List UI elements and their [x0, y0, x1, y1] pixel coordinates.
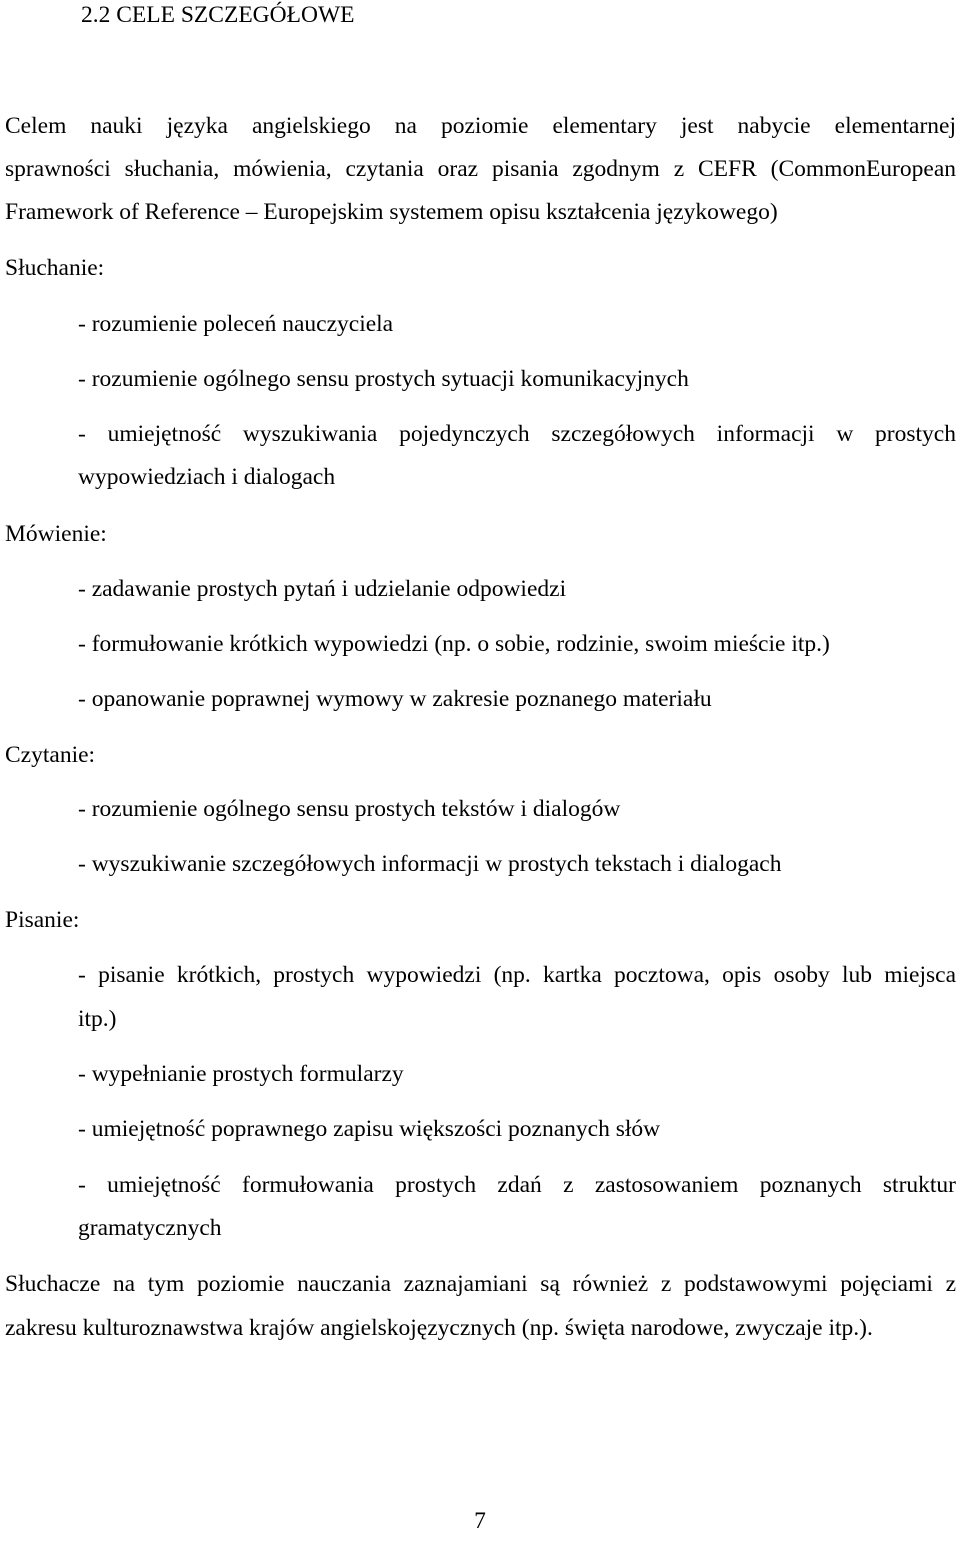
reading-item-1: - rozumienie ogólnego sensu prostych tekstów i dialogów — [78, 796, 621, 822]
speaking-item-1: - zadawanie prostych pytań i udzielanie odpowiedzi — [78, 576, 567, 602]
writing-item-2: - wypełnianie prostych formularzy — [78, 1061, 404, 1087]
writing-item-1-line-1: - pisanie krótkich, prostych wypowiedzi (np. kartka pocztowa, opis osoby lub miejsca — [78, 962, 956, 988]
writing-item-4-line-1: - umiejętność formułowania prostych zdań z zastosowaniem poznanych struktur — [78, 1172, 956, 1198]
closing-line-1: Słuchacze na tym poziomie nauczania zaznajamiani są również z podstawowymi pojęciami z — [5, 1271, 956, 1297]
speaking-item-2: - formułowanie krótkich wypowiedzi (np. o sobie, rodzinie, swoim mieście itp.) — [78, 631, 830, 657]
listening-item-2: - rozumienie ogólnego sensu prostych sytuacji komunikacyjnych — [78, 366, 689, 392]
listening-title: Słuchanie: — [5, 255, 105, 281]
page-number: 7 — [474, 1508, 486, 1534]
listening-item-3-line-2: wypowiedziach i dialogach — [78, 464, 336, 490]
speaking-item-3: - opanowanie poprawnej wymowy w zakresie poznanego materiału — [78, 686, 712, 712]
writing-item-4-line-2: gramatycznych — [78, 1215, 222, 1241]
writing-item-3: - umiejętność poprawnego zapisu większości poznanych słów — [78, 1116, 661, 1142]
section-heading: 2.2 CELE SZCZEGÓŁOWE — [81, 2, 355, 28]
writing-item-1-line-2: itp.) — [78, 1006, 117, 1032]
reading-item-2: - wyszukiwanie szczegółowych informacji w prostych tekstach i dialogach — [78, 851, 782, 877]
intro-line-1: Celem nauki języka angielskiego na poziomie elementary jest nabycie elementarnej — [5, 113, 956, 139]
intro-line-2: sprawności słuchania, mówienia, czytania oraz pisania zgodnym z CEFR (CommonEuropean — [5, 156, 956, 182]
speaking-title: Mówienie: — [5, 521, 107, 547]
closing-line-2: zakresu kulturoznawstwa krajów angielskojęzycznych (np. święta narodowe, zwyczaje itp.). — [5, 1315, 873, 1341]
listening-item-1: - rozumienie poleceń nauczyciela — [78, 311, 394, 337]
reading-title: Czytanie: — [5, 742, 96, 768]
listening-item-3-line-1: - umiejętność wyszukiwania pojedynczych szczegółowych informacji w prostych — [78, 421, 956, 447]
writing-title: Pisanie: — [5, 907, 80, 933]
intro-line-3: Framework of Reference – Europejskim systemem opisu kształcenia językowego) — [5, 199, 778, 225]
